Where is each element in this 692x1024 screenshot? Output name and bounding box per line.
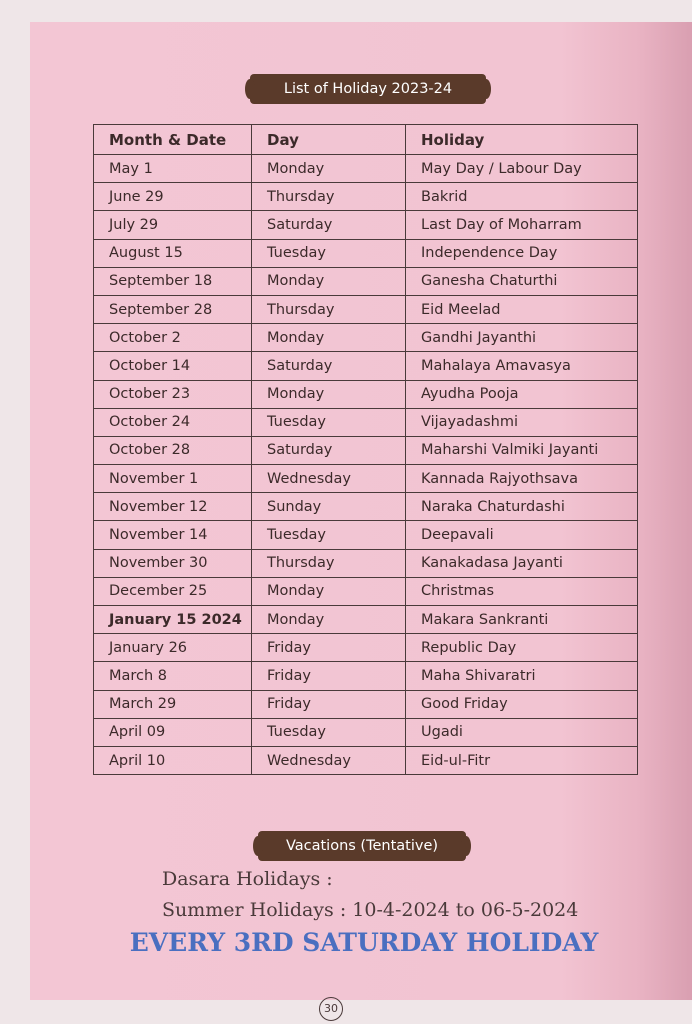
cell-day: Saturday (252, 436, 406, 464)
cell-holiday: Ugadi (406, 718, 638, 746)
cell-holiday: Ayudha Pooja (406, 380, 638, 408)
cell-day: Friday (252, 690, 406, 718)
table-row (94, 634, 638, 662)
dasara-holidays: Dasara Holidays : (162, 868, 333, 890)
table-row (94, 211, 638, 239)
table-row (94, 155, 638, 183)
cell-holiday: Kannada Rajyothsava (406, 465, 638, 493)
cell-month-date: April 09 (94, 718, 252, 746)
table-header-row (94, 125, 638, 155)
cell-day: Friday (252, 634, 406, 662)
title-text: List of Holiday 2023-24 (283, 81, 453, 97)
cell-month-date: October 28 (94, 436, 252, 464)
cell-holiday: Christmas (406, 577, 638, 605)
table-row (94, 606, 638, 634)
cell-day: Wednesday (252, 746, 406, 774)
page-number: 30 (319, 997, 343, 1021)
cell-month-date: December 25 (94, 577, 252, 605)
table-row (94, 183, 638, 211)
cell-month-date: January 15 2024 (94, 606, 252, 634)
cell-holiday: Eid Meelad (406, 295, 638, 323)
cell-holiday: Good Friday (406, 690, 638, 718)
cell-holiday: Independence Day (406, 239, 638, 267)
summer-holidays: Summer Holidays : 10-4-2024 to 06-5-2024 (162, 899, 579, 921)
table-row (94, 718, 638, 746)
table-row (94, 408, 638, 436)
cell-month-date: November 1 (94, 465, 252, 493)
cell-month-date: March 8 (94, 662, 252, 690)
table-row (94, 577, 638, 605)
cell-month-date: April 10 (94, 746, 252, 774)
cell-holiday: Gandhi Jayanthi (406, 324, 638, 352)
table-row (94, 267, 638, 295)
table-row (94, 380, 638, 408)
header-day: Day (252, 125, 406, 155)
cell-month-date: November 14 (94, 521, 252, 549)
page (30, 22, 692, 1000)
cell-holiday: Mahalaya Amavasya (406, 352, 638, 380)
table-row (94, 493, 638, 521)
cell-month-date: October 14 (94, 352, 252, 380)
cell-month-date: July 29 (94, 211, 252, 239)
cell-holiday: Vijayadashmi (406, 408, 638, 436)
cell-day: Monday (252, 324, 406, 352)
cell-holiday: Republic Day (406, 634, 638, 662)
table-row (94, 662, 638, 690)
cell-day: Tuesday (252, 521, 406, 549)
table-row (94, 436, 638, 464)
cell-day: Wednesday (252, 465, 406, 493)
cell-holiday: Maha Shivaratri (406, 662, 638, 690)
cell-month-date: September 28 (94, 295, 252, 323)
header-month-date: Month & Date (94, 125, 252, 155)
table-row (94, 465, 638, 493)
cell-day: Sunday (252, 493, 406, 521)
cell-month-date: October 23 (94, 380, 252, 408)
cell-day: Friday (252, 662, 406, 690)
cell-month-date: September 18 (94, 267, 252, 295)
cell-holiday: May Day / Labour Day (406, 155, 638, 183)
cell-day: Monday (252, 267, 406, 295)
vacations-title: Vacations (Tentative) (285, 838, 439, 854)
vacations-banner (258, 831, 466, 861)
cell-month-date: March 29 (94, 690, 252, 718)
cell-day: Thursday (252, 295, 406, 323)
holiday-table (93, 124, 638, 775)
table-row (94, 521, 638, 549)
cell-month-date: August 15 (94, 239, 252, 267)
cell-day: Thursday (252, 183, 406, 211)
cell-holiday: Last Day of Moharram (406, 211, 638, 239)
saturday-notice: EVERY 3RD SATURDAY HOLIDAY (129, 928, 599, 957)
cell-day: Monday (252, 606, 406, 634)
table-row (94, 295, 638, 323)
cell-day: Tuesday (252, 718, 406, 746)
cell-month-date: January 26 (94, 634, 252, 662)
cell-day: Thursday (252, 549, 406, 577)
cell-day: Monday (252, 155, 406, 183)
table-row (94, 324, 638, 352)
cell-holiday: Naraka Chaturdashi (406, 493, 638, 521)
cell-holiday: Maharshi Valmiki Jayanti (406, 436, 638, 464)
cell-month-date: June 29 (94, 183, 252, 211)
cell-month-date: May 1 (94, 155, 252, 183)
cell-day: Tuesday (252, 239, 406, 267)
cell-holiday: Kanakadasa Jayanti (406, 549, 638, 577)
table-row (94, 239, 638, 267)
cell-day: Tuesday (252, 408, 406, 436)
cell-month-date: October 24 (94, 408, 252, 436)
table-row (94, 352, 638, 380)
cell-holiday: Bakrid (406, 183, 638, 211)
table-row (94, 746, 638, 774)
cell-holiday: Ganesha Chaturthi (406, 267, 638, 295)
cell-month-date: November 12 (94, 493, 252, 521)
title-banner (250, 74, 486, 104)
cell-day: Monday (252, 380, 406, 408)
cell-holiday: Deepavali (406, 521, 638, 549)
table-row (94, 549, 638, 577)
cell-holiday: Makara Sankranti (406, 606, 638, 634)
cell-holiday: Eid-ul-Fitr (406, 746, 638, 774)
header-holiday: Holiday (406, 125, 638, 155)
cell-day: Monday (252, 577, 406, 605)
cell-day: Saturday (252, 352, 406, 380)
table-row (94, 690, 638, 718)
cell-month-date: October 2 (94, 324, 252, 352)
cell-day: Saturday (252, 211, 406, 239)
cell-month-date: November 30 (94, 549, 252, 577)
